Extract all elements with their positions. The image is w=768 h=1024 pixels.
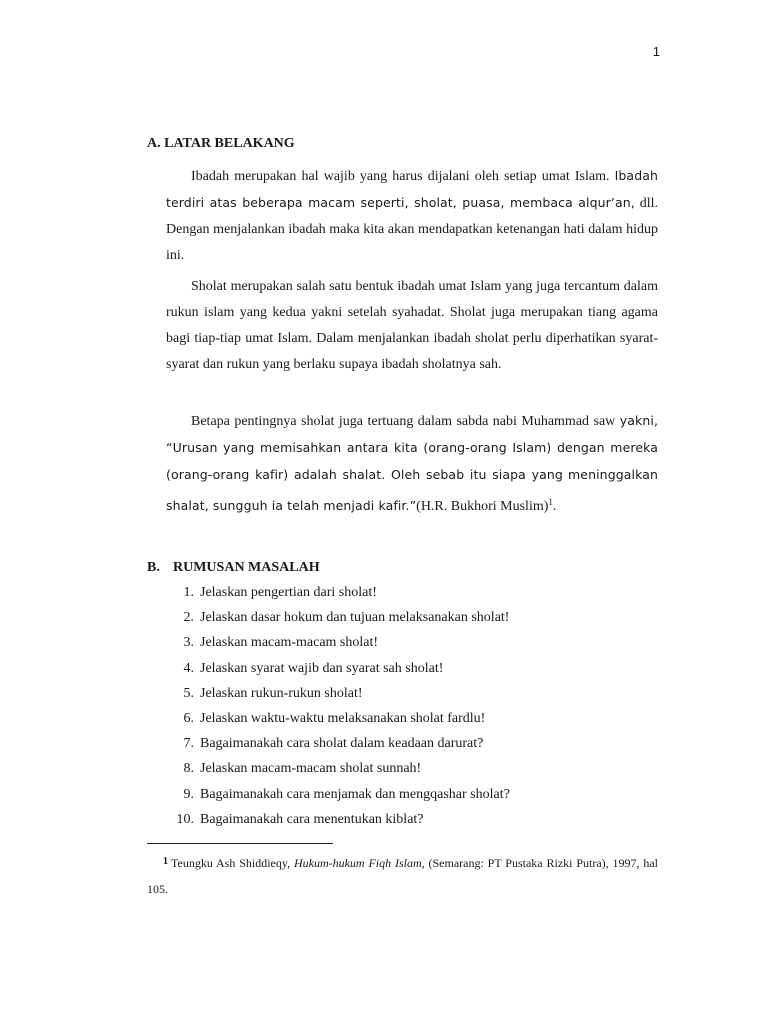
list-text: Bagaimanakah cara menjamak dan mengqashar sholat?	[200, 786, 510, 802]
list-text: Jelaskan pengertian dari sholat!	[200, 585, 377, 600]
list-text: Bagaimanakah cara sholat dalam keadaan darurat?	[200, 736, 484, 752]
list-number: 10.	[176, 811, 194, 827]
list-number: 4.	[183, 660, 194, 676]
footnote-divider	[147, 843, 333, 844]
footnote-reference[interactable]: 1	[548, 497, 553, 507]
list-number: 9.	[183, 786, 194, 802]
paragraph-text: dll. Dengan menjalankan ibadah maka kita akan mendapatkan ketenangan hati dalam hidup ini.	[166, 196, 658, 263]
footnote	[147, 849, 658, 902]
list-number: 3.	[183, 635, 194, 651]
paragraph-text: Sholat merupakan salah satu bentuk ibadah umat Islam yang juga tercantum dalam rukun islam yang kedua yakni setelah syahadat. Sholat juga merupakan tiang agama bagi tiap-tiap umat Islam. Dalam menjalankan ibadah sholat perlu diperhatikan syarat-syarat dan rukun yang berlaku supaya ibadah sholatnya sah.	[166, 279, 658, 372]
list-text: Jelaskan waktu-waktu melaksanakan sholat fardlu!	[200, 710, 486, 726]
list-item	[166, 756, 658, 781]
list-item	[166, 630, 658, 655]
paragraph-text: yakni, “Urusan yang memisahkan antara kita (orang-orang Islam) dengan mereka (orang-orang kafir) adalah shalat. Oleh sebab itu siapa yang	[166, 413, 659, 482]
period: .	[552, 499, 557, 514]
hadith-quote-end: meninggalkan shalat, sungguh ia telah menjadi kafir.”	[166, 467, 659, 513]
list-item	[166, 605, 658, 630]
list-text: Bagaimanakah cara menentukan kiblat?	[200, 811, 424, 827]
citation: (H.R. Bukhori Muslim)	[416, 499, 549, 514]
list-item	[166, 580, 658, 605]
list-number: 1.	[183, 585, 194, 600]
problem-list	[166, 580, 658, 832]
paragraph-ibadah	[166, 163, 658, 269]
section-title: LATAR BELAKANG	[164, 136, 295, 151]
list-number: 6.	[183, 710, 194, 726]
footnote-book-title: Hukum-hukum Fiqh Islam,	[293, 856, 425, 870]
paragraph-hadith	[166, 408, 658, 520]
footnote-publication: (Semarang: PT Pustaka Rizki Putra), 1997, hal 105.	[147, 856, 659, 896]
page-number: 1	[652, 44, 660, 59]
list-text: Jelaskan rukun-rukun sholat!	[200, 685, 363, 701]
list-item	[166, 656, 658, 681]
section-title: RUMUSAN MASALAH	[173, 560, 320, 575]
paragraph-text: Betapa pentingnya sholat juga tertuang dalam sabda nabi Muhammad saw	[191, 414, 616, 429]
list-item	[166, 807, 658, 832]
paragraph-text: Ibadah merupakan hal wajib yang harus dijalani oleh setiap umat Islam.	[191, 169, 610, 184]
list-item	[166, 782, 658, 807]
paragraph-text: Ibadah terdiri atas beberapa macam seperti, sholat, puasa, membaca alqur’an,	[166, 168, 659, 210]
list-number: 8.	[183, 761, 194, 777]
list-text: Jelaskan macam-macam sholat!	[200, 635, 379, 651]
list-item	[166, 731, 658, 756]
list-item	[166, 706, 658, 731]
section-letter: B.	[147, 560, 160, 575]
list-text: Jelaskan dasar hokum dan tujuan melaksanakan sholat!	[200, 610, 510, 626]
paragraph-sholat	[166, 274, 658, 378]
footnote-author: Teungku Ash Shiddieqy,	[171, 856, 291, 870]
section-heading-rumusan-masalah	[147, 560, 320, 576]
list-text: Jelaskan syarat wajib dan syarat sah sholat!	[200, 660, 444, 676]
list-item	[166, 681, 658, 706]
footnote-mark: 1	[163, 856, 168, 867]
list-number: 5.	[183, 685, 194, 701]
section-letter: A.	[147, 136, 161, 151]
list-number: 7.	[183, 736, 194, 752]
section-heading-latar-belakang	[147, 136, 295, 152]
list-number: 2.	[183, 610, 194, 626]
list-text: Jelaskan macam-macam sholat sunnah!	[200, 761, 422, 777]
